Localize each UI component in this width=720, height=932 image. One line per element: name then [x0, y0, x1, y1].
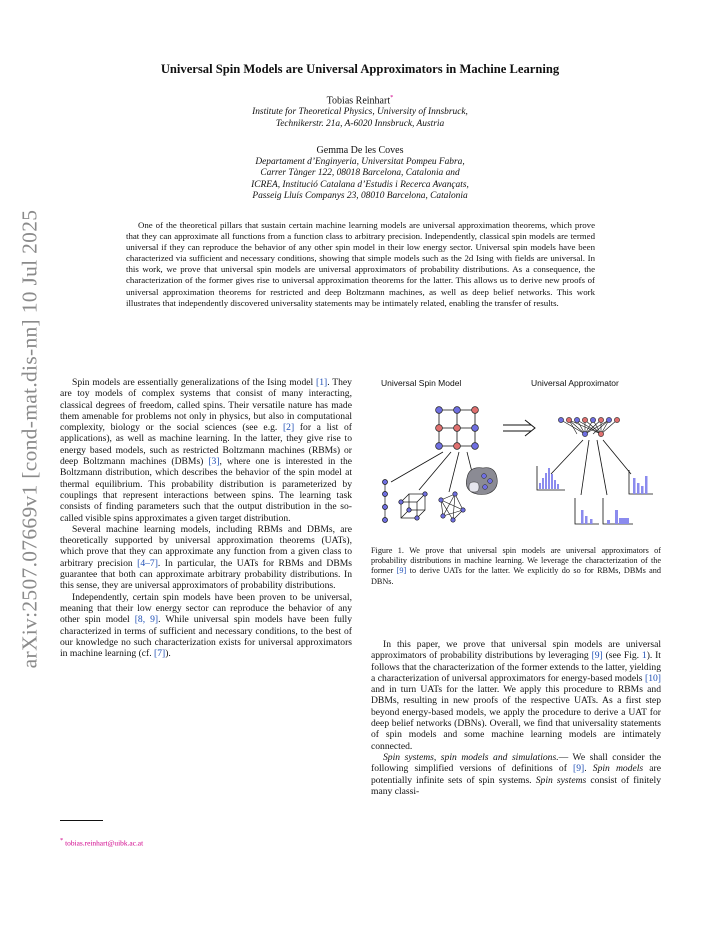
spin-system-cube [399, 492, 427, 520]
distribution-histogram-peaked [539, 468, 559, 489]
citation-link[interactable]: [7] [154, 648, 166, 660]
distribution-histogram-sparse [581, 510, 593, 524]
arxiv-stamp: arXiv:2507.07669v1 [cond-mat.dis-nn] 10 Jul 2025 [17, 209, 42, 669]
footnote-mark: * [390, 94, 394, 101]
figure-link[interactable]: 1 [641, 650, 647, 662]
affiliation-line: Carrer Tànger 122, 08018 Barcelona, Catalonia and [260, 168, 460, 179]
footnote: * tobias.reinhart@uibk.ac.at [60, 837, 144, 848]
citation-link[interactable]: [9] [396, 566, 407, 576]
affiliation-line: Departament d’Enginyeria, Universitat Pompeu Fabra, [255, 156, 465, 167]
branch-arrows-left [391, 452, 476, 492]
paragraph: Spin systems, spin models and simulations.— We shall consider the following simplified versions of definitions of [9]. Spin models are potentially infinite sets of spin systems. Spin systems consist of finitely many classi- [371, 751, 662, 797]
author-block-2 [150, 145, 570, 203]
citation-link[interactable]: [9] [573, 763, 585, 775]
footnote-rule [60, 820, 103, 821]
affiliation-line: Institute for Theoretical Physics, University of Innsbruck, [252, 106, 468, 117]
left-column [60, 377, 352, 659]
spin-system-blob [466, 468, 497, 495]
citation-link[interactable]: [8, 9] [134, 614, 159, 626]
paper-title: Universal Spin Models are Universal Approximators in Machine Learning [160, 62, 560, 76]
affiliation-line: Technikerstr. 21a, A-6020 Innsbruck, Austria [275, 118, 445, 129]
author-name: Tobias Reinhart* [326, 94, 394, 107]
email-link[interactable]: tobias.reinhart@uibk.ac.at [65, 838, 144, 848]
distribution-axes [537, 466, 653, 524]
paragraph: Several machine learning models, including RBMs and DBMs, are theoretically supported by universal approximation theorems (UATs), which prove that they can approximate any function from a given class to arbitrary precision [4–7]. In particular, the UATs for RBMs and DBMs guarantee that both can approximate arbitrary probability distributions. In this sense, they are universal approximators of probability distributions. [60, 523, 352, 592]
paragraph: In this paper, we prove that universal spin models are universal approximators of probability distributions by leveraging [9] (see Fig. 1). It follows that the characterization of the former extends to the latter, yielding a characterization of universal approximators for energy-based models [10] and in turn UATs for the latter. We apply this procedure to RBMs and DBMs, resulting in new proofs of the respective UATs. As a first step beyond energy-based models, we apply the procedure to derive a UAT for deep belief networks (DBNs). Overall, we find that universality statements of spin models and some machine learning models are intimately connected. [371, 639, 661, 752]
paragraph: Independently, certain spin models have been proven to be universal, meaning that their low energy sector can reproduce the behavior of any other spin model [8, 9]. While universal spin models have been fully characterized in terms of sufficient and necessary conditions, to the best of our knowledge no such characterization exists for universal approximators in machine learning (cf. [7]). [60, 591, 352, 660]
implies-arrow-icon [503, 420, 535, 436]
citation-link[interactable]: [2] [282, 422, 295, 434]
citation-link[interactable]: [4–7] [137, 557, 158, 569]
distribution-histogram-bars [633, 476, 648, 494]
affiliation-line: Passeig Lluís Companys 23, 08010 Barcelona, Catalonia [252, 191, 468, 202]
author-name: Gemma De les Coves [316, 145, 404, 156]
citation-link[interactable]: [10] [645, 672, 661, 684]
spin-system-complete-graph [439, 492, 465, 522]
branch-arrows-right [551, 440, 631, 495]
spin-system-chain [383, 480, 388, 523]
author-block-1 [150, 92, 570, 130]
affiliation-line: ICREA, Institució Catalana d’Estudis i Recerca Avançats, [251, 179, 469, 190]
figure-1 [371, 370, 661, 535]
figure-label-right: Universal Approximator [531, 378, 619, 388]
paragraph: Spin models are essentially generalizations of the Ising model [1]. They are toy models of complex systems that consist of many interacting, classical degrees of freedom, called spins. Their versatile nature has made them amenable for problems not only in physics, but also in computational complexity, biology or the social sciences (see e.g. [2] for a list of applications), as well as machine learning. In the latter, they give rise to energy based models, such as restricted Boltzmann machines (RBMs) or deep Boltzmann machines (DBMs) [3], where one is interested in the Boltzmann distribution, which describes the behavior of the spin model at thermal equilibrium. This probability distribution is parameterized by couplings that represent interactions between spins. The learning task consists of finding parameters such that the output distribution in the so-called visible spins approximates a given target distribution. [60, 377, 353, 524]
citation-link[interactable]: [9] [591, 650, 603, 662]
abstract: One of the theoretical pillars that sustain certain machine learning models are universal approximation theorems, which prove that they can approximate all functions from a function class to arbitrary precision. Independently, classical spin models are termed universal if they can reproduce the behavior of any other spin model in their low energy sector. Universal spin models have been characterized via sufficient and necessary conditions, showing that simple models such as the 2d Ising with fields are universal. In this work, we prove that universal spin models are universal approximators of probability distributions. As a consequence, the characterization of the former gives rise to universal approximation theorems for the latter. This allows us to derive new proofs of universal approximation theorems for restricted and deep Boltzmann machines, as well as deep belief networks. This work illustrates that independently discovered universality statements may be intimately related, enabling the transfer of results. [126, 220, 595, 308]
lattice-spins [436, 407, 479, 450]
figure-label-left: Universal Spin Model [381, 378, 462, 388]
distribution-histogram-bimodal [607, 510, 629, 524]
figure-caption: Figure 1. We prove that universal spin models are universal approximators of probability distributions in machine learning. We leverage the characterization of the former [9] to derive UATs for the latter. We explicitly do so for RBMs, DBMs and DBNs. [371, 546, 661, 586]
right-column [371, 639, 661, 797]
citation-link[interactable]: [1] [316, 377, 328, 388]
citation-link[interactable]: [3] [208, 456, 220, 468]
